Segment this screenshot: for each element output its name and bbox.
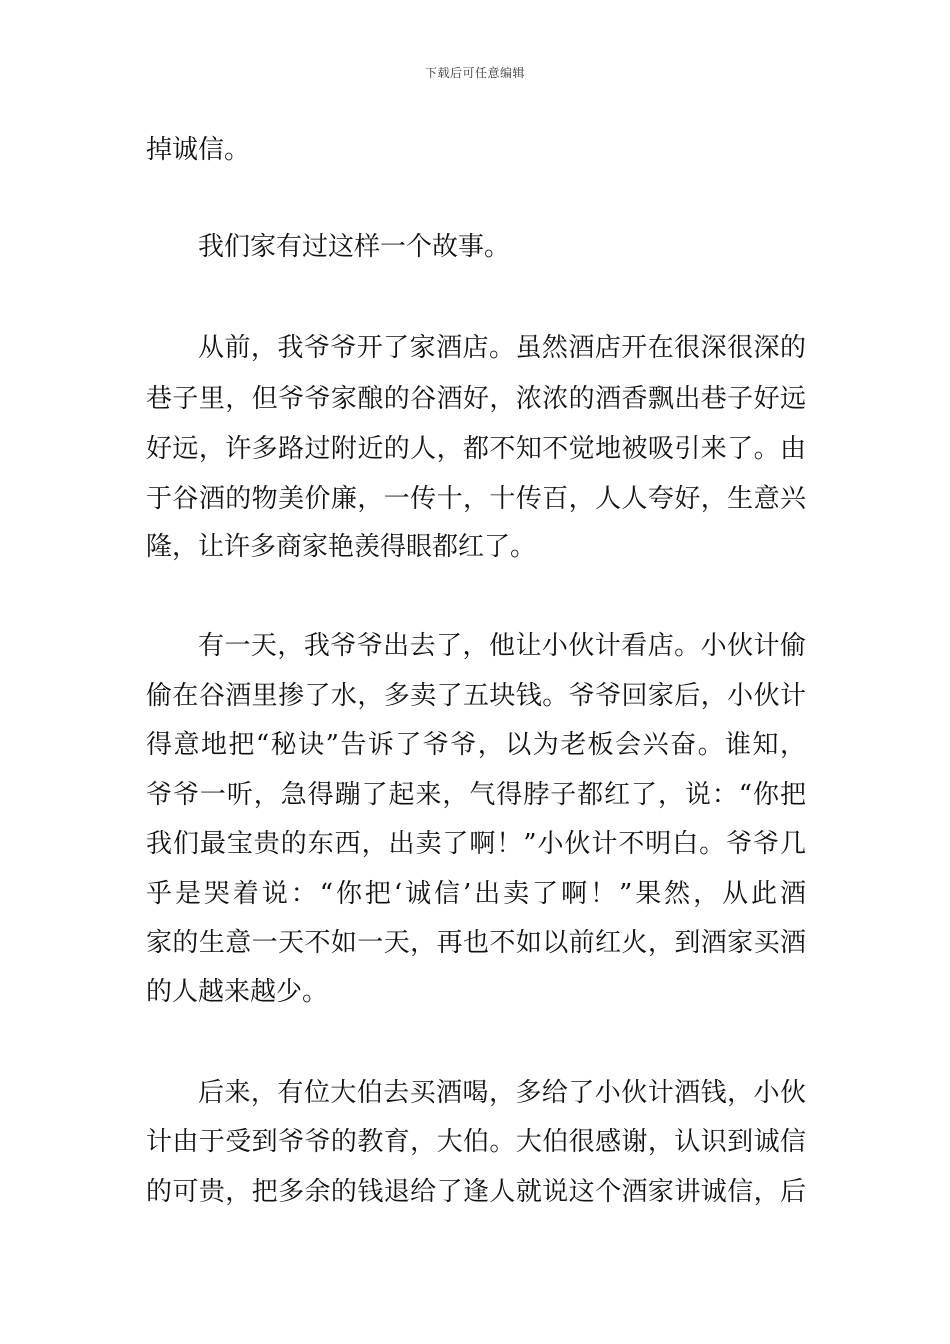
page-header-note: 下载后可任意编辑 <box>424 66 525 80</box>
paragraph-line: 有一天，我爷爷出去了，他让小伙计看店。小伙计偷 <box>198 631 806 661</box>
paragraph-line: 我们家有过这样一个故事。 <box>198 232 511 262</box>
paragraph-line: 的可贵，把多余的钱退给了逢人就说这个酒家讲诚信，后 <box>146 1177 806 1207</box>
paragraph-line: 计由于受到爷爷的教育，大伯。大伯很感谢，认识到诚信 <box>146 1127 806 1157</box>
paragraph-line: 隆，让许多商家艳羡得眼都红了。 <box>146 532 537 562</box>
paragraph-line: 偷在谷酒里掺了水，多卖了五块钱。爷爷回家后，小伙计 <box>146 681 806 711</box>
paragraph-line: 掉诚信。 <box>146 135 251 165</box>
paragraph-line: 从前，我爷爷开了家酒店。虽然酒店开在很深很深的 <box>198 333 806 363</box>
paragraph-line: 家的生意一天不如一天，再也不如以前红火，到酒家买酒 <box>146 928 806 958</box>
paragraph-line: 后来，有位大伯去买酒喝，多给了小伙计酒钱，小伙 <box>198 1078 806 1108</box>
paragraph-line: 得意地把“秘诀”告诉了爷爷，以为老板会兴奋。谁知， <box>146 730 806 760</box>
paragraph-line: 的人越来越少。 <box>146 977 329 1007</box>
paragraph-line: 好远，许多路过附近的人，都不知不觉地被吸引来了。由 <box>146 434 806 464</box>
paragraph-line: 于谷酒的物美价廉，一传十，十传百，人人夸好，生意兴 <box>146 484 806 514</box>
paragraph-line: 巷子里，但爷爷家酿的谷酒好，浓浓的酒香飘出巷子好远 <box>146 384 806 414</box>
paragraph-line: 我们最宝贵的东西，出卖了啊！”小伙计不明白。爷爷几 <box>146 829 806 859</box>
paragraph-line: 爷爷一听，急得蹦了起来，气得脖子都红了，说：“你把 <box>146 780 806 810</box>
paragraph-line: 乎是哭着说：“你把‘诚信’出卖了啊！”果然，从此酒 <box>146 879 806 909</box>
